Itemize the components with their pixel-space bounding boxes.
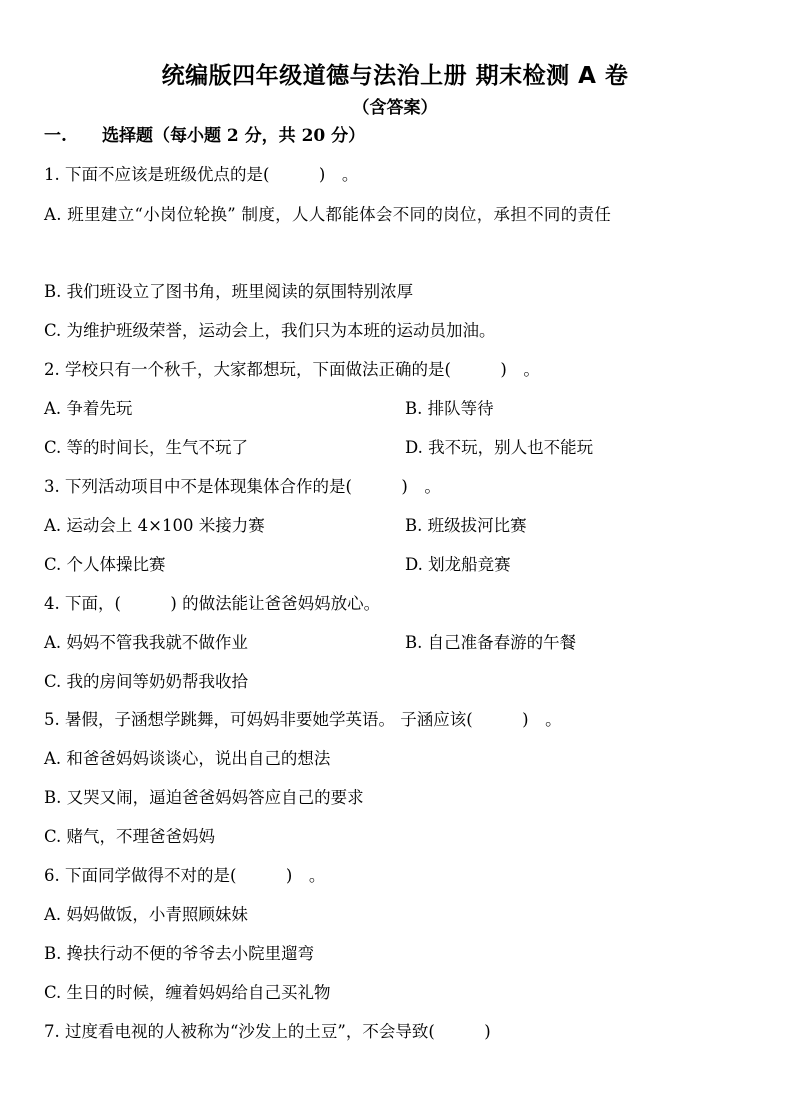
- section-number: 一.: [44, 126, 67, 146]
- question-2-option-a: A. 争着先玩: [44, 399, 133, 418]
- question-5-option-a: A. 和爸爸妈妈谈谈心，说出自己的想法: [44, 749, 331, 768]
- question-4-option-b: B. 自己准备春游的午餐: [405, 633, 577, 652]
- question-5-option-b: B. 又哭又闹，逼迫爸爸妈妈答应自己的要求: [44, 788, 364, 807]
- question-1-option-b: B. 我们班设立了图书角，班里阅读的氛围特别浓厚: [44, 282, 414, 301]
- question-1-stem: 1. 下面不应该是班级优点的是( ) 。: [44, 165, 359, 184]
- question-6-option-c: C. 生日的时候，缠着妈妈给自己买礼物: [44, 983, 331, 1002]
- question-5-stem: 5. 暑假，子涵想学跳舞，可妈妈非要她学英语。 子涵应该( ) 。: [44, 710, 562, 729]
- page-title: 统编版四年级道德与法治上册 期末检测 A 卷: [161, 63, 629, 89]
- question-2-option-d: D. 我不玩，别人也不能玩: [405, 438, 594, 457]
- question-3-option-d: D. 划龙船竞赛: [405, 555, 511, 574]
- question-3-option-c: C. 个人体操比赛: [44, 555, 166, 574]
- question-6-option-b: B. 搀扶行动不便的爷爷去小院里遛弯: [44, 944, 315, 963]
- question-4-option-c: C. 我的房间等奶奶帮我收拾: [44, 672, 249, 691]
- question-4-stem: 4. 下面，( ) 的做法能让爸爸妈妈放心。: [44, 594, 381, 613]
- question-6-stem: 6. 下面同学做得不对的是( ) 。: [44, 866, 326, 885]
- question-2-stem: 2. 学校只有一个秋千，大家都想玩，下面做法正确的是( ) 。: [44, 360, 540, 379]
- question-2-option-b: B. 排队等待: [405, 399, 494, 418]
- section-heading: [44, 124, 365, 148]
- question-5-option-c: C. 赌气，不理爸爸妈妈: [44, 827, 216, 846]
- question-2-option-c: C. 等的时间长，生气不玩了: [44, 438, 249, 457]
- question-1-option-a: A. 班里建立“小岗位轮换” 制度，人人都能体会不同的岗位，承担不同的责任: [44, 205, 612, 224]
- question-4-option-a: A. 妈妈不管我我就不做作业: [44, 633, 248, 652]
- question-3-stem: 3. 下列活动项目中不是体现集体合作的是( ) 。: [44, 477, 441, 496]
- question-3-option-a: A. 运动会上 4×100 米接力赛: [44, 516, 265, 535]
- page-subtitle: （含答案）: [352, 98, 438, 118]
- question-7-stem: 7. 过度看电视的人被称为“沙发上的土豆”，不会导致( ): [44, 1022, 491, 1041]
- question-6-option-a: A. 妈妈做饭，小青照顾妹妹: [44, 905, 248, 924]
- question-3-option-b: B. 班级拔河比赛: [405, 516, 527, 535]
- section-title: 选择题（每小题 2 分，共 20 分）: [102, 126, 366, 146]
- question-1-option-c: C. 为维护班级荣誉，运动会上，我们只为本班的运动员加油。: [44, 321, 496, 340]
